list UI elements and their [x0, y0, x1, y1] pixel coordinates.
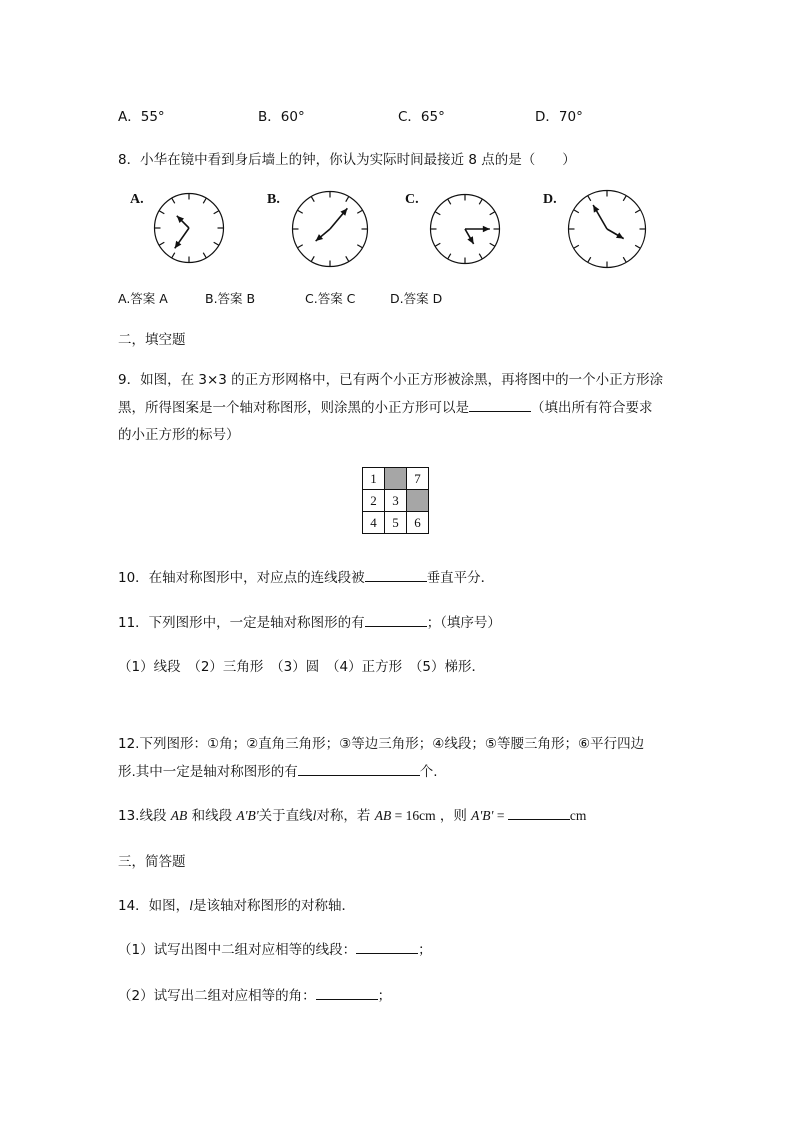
- q12-text-a: 形.其中一定是轴对称图形的有: [118, 764, 298, 780]
- q13-unit: cm: [569, 808, 587, 823]
- q10-answer-blank[interactable]: [365, 567, 427, 582]
- grid-cell-3: 3: [385, 490, 407, 512]
- q10-text-b: 垂直平分．: [426, 570, 495, 586]
- q13-text-b: 和线段: [191, 808, 233, 824]
- q14-part-2-end: ；: [377, 988, 392, 1004]
- q14-axis-l: l: [189, 898, 193, 913]
- q11-text-a: 11．下列图形中，一定是轴对称图形的有: [118, 615, 365, 631]
- q14-part-1-blank[interactable]: [356, 939, 418, 954]
- q13-eq-ab: AB: [374, 808, 392, 823]
- q14-part-1-text: （1）试写出图中二组对应相等的线段：: [118, 942, 357, 958]
- clock-b: [291, 190, 369, 268]
- q14-part-2-blank[interactable]: [316, 985, 378, 1000]
- section-2-heading: 二，填空题: [118, 332, 186, 348]
- q14-text-b: 是该轴对称图形的对称轴．: [192, 898, 355, 914]
- grid-cell-2: 2: [363, 490, 385, 512]
- grid-cell-1: 1: [363, 468, 385, 490]
- q7-option-b: B．60°: [258, 109, 305, 125]
- q7-option-a: A．55°: [118, 109, 165, 125]
- q14-part-2-text: （2）试写出二组对应相等的角：: [118, 988, 316, 1004]
- grid-cell-shaded: [385, 468, 407, 490]
- clock-a: [153, 192, 225, 264]
- q14-line: [118, 894, 355, 914]
- q13-line: [118, 804, 586, 824]
- grid-cell-7: 7: [407, 468, 429, 490]
- q13-eq-ab-prime: A'B': [471, 808, 494, 823]
- grid-cell-6: 6: [407, 512, 429, 534]
- q9-line-2: [118, 396, 653, 416]
- q14-part-2: [118, 984, 391, 1004]
- q12-answer-blank[interactable]: [298, 761, 420, 776]
- q13-segment-ab-prime: A'B': [236, 808, 259, 823]
- grid-cell-5: 5: [385, 512, 407, 534]
- clock-label-b: B.: [267, 192, 280, 207]
- clock-c: [429, 193, 501, 265]
- q8-answer-c: C.答案 C: [305, 291, 356, 306]
- grid-3x3: [362, 467, 429, 534]
- q11-line: [118, 611, 501, 631]
- q10-line: [118, 566, 494, 586]
- q13-line-l: l: [312, 808, 317, 823]
- grid-cell-4: 4: [363, 512, 385, 534]
- q12-line-2: [118, 760, 438, 780]
- q9-line-3: 的小正方形的标号）: [118, 427, 240, 443]
- q11-options: （1）线段 （2）三角形 （3）圆 （4）正方形 （5）梯形．: [118, 659, 485, 675]
- q13-eq-sign: =: [493, 808, 508, 823]
- q11-answer-blank[interactable]: [365, 612, 427, 627]
- q9-answer-blank[interactable]: [469, 397, 531, 412]
- clock-label-d: D.: [543, 192, 557, 207]
- q14-part-1-end: ；: [418, 942, 432, 958]
- grid-cell-shaded: [407, 490, 429, 512]
- q9-text-a: 黑，所得图案是一个轴对称图形，则涂黑的小正方形可以是: [118, 400, 469, 416]
- q13-text-c: 关于直线: [258, 808, 313, 824]
- q13-eq-value: = 16cm: [391, 808, 436, 823]
- q13-segment-ab: AB: [170, 808, 188, 823]
- q7-option-d: D．70°: [535, 109, 583, 125]
- q13-text-e: ，则: [439, 808, 467, 824]
- q12-line-1: 12.下列图形：①角；②直角三角形；③等边三角形；④线段；⑤等腰三角形；⑥平行四边: [118, 736, 645, 752]
- q14-text-a: 14．如图，: [118, 898, 190, 914]
- q9-line-1: 9．如图，在 3×3 的正方形网格中，已有两个小正方形被涂黑，再将图中的一个小正方形涂: [118, 372, 664, 388]
- q8-question: 8．小华在镜中看到身后墙上的钟，你认为实际时间最接近 8 点的是（ ）: [118, 152, 576, 168]
- q9-text-b: （填出所有符合要求: [531, 400, 653, 416]
- q14-part-1: [118, 938, 432, 958]
- q8-answer-a: A.答案 A: [118, 291, 168, 306]
- q10-text-a: 10．在轴对称图形中，对应点的连线段被: [118, 570, 365, 586]
- q11-text-b: ；（填序号）: [426, 615, 501, 631]
- q13-text-d: 对称，若: [316, 808, 371, 824]
- q13-answer-blank[interactable]: [508, 805, 570, 820]
- clock-label-a: A.: [130, 192, 144, 207]
- clock-label-c: C.: [405, 192, 419, 207]
- q7-option-c: C．65°: [398, 109, 445, 125]
- q12-text-b: 个.: [419, 764, 438, 780]
- q8-answer-d: D.答案 D: [390, 291, 443, 306]
- q13-text-a: 13.线段: [118, 808, 167, 824]
- q8-answer-b: B.答案 B: [205, 291, 256, 306]
- clock-d: [567, 189, 647, 269]
- section-3-heading: 三，简答题: [118, 854, 186, 870]
